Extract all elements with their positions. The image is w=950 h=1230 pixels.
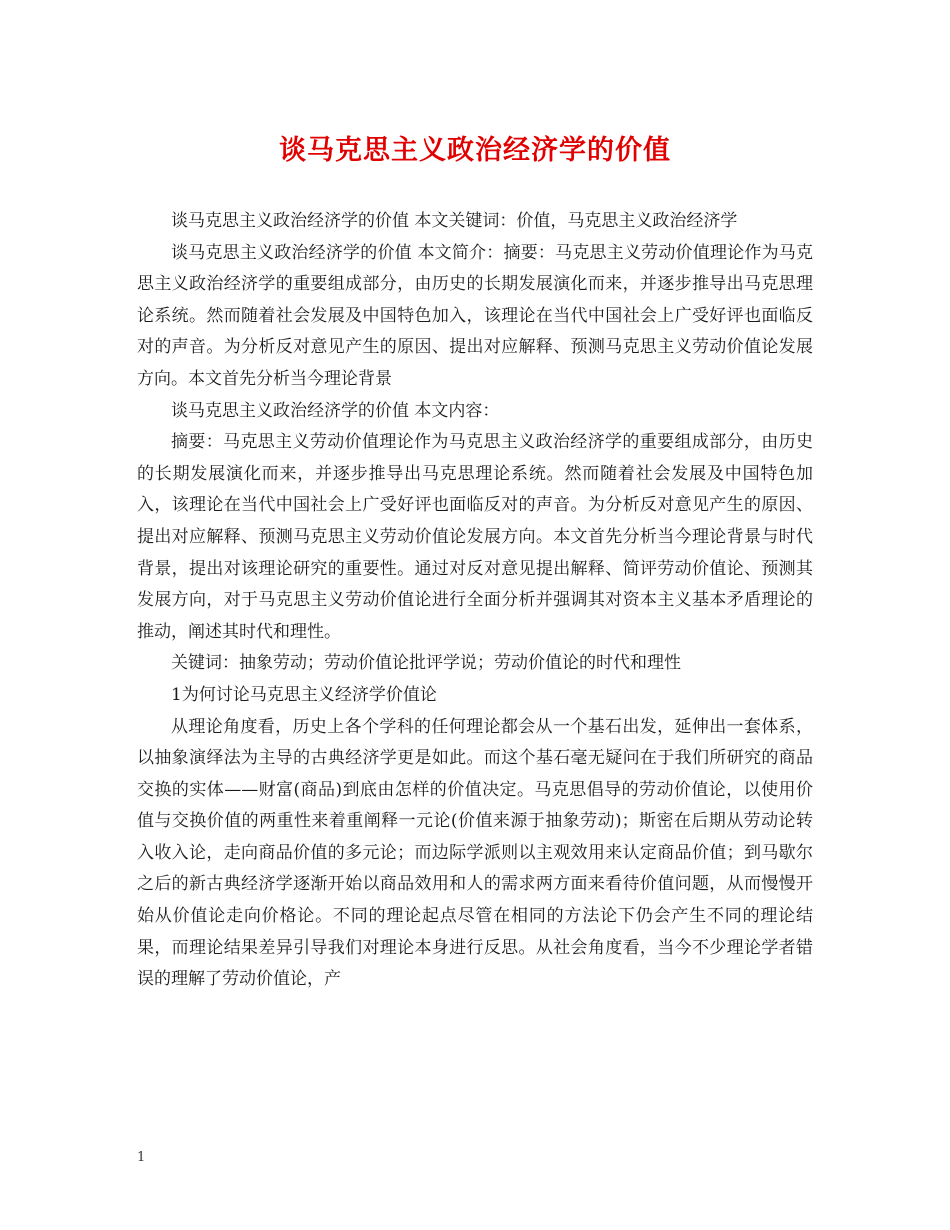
paragraph-content-heading: 谈马克思主义政治经济学的价值 本文内容：	[171, 400, 500, 421]
document-body	[137, 206, 813, 996]
page-number: 1	[137, 1150, 146, 1165]
paragraph-keywords: 谈马克思主义政治经济学的价值 本文关键词：价值，马克思主义政治经济学	[171, 211, 738, 231]
paragraph-section-1: 从理论角度看，历史上各个学科的任何理论都会从一个基石出发，延伸出一套体系，以抽象演绎法为主导的古典经济学更是如此。而这个基石毫无疑问在于我们所研究的商品交换的实体——财富(商品)到底由怎样的价值决定。马克思倡导的劳动价值论，以使用价值与交换价值的两重性来着重阐释一元论(价值来源于抽象劳动)；斯密在后期从劳动论转入收入论，走向商品价值的多元论；而边际学派则以主观效用来认定商品价值；到马歇尔之后的新古典经济学逐渐开始以商品效用和人的需求两方面来看待价值问题，从而慢慢开始从价值论走向价格论。不同的理论起点尽管在相同的方法论下仍会产生不同的理论结果，而理论结果差异引导我们对理论本身进行反思。从社会角度看，当今不少理论学者错误的理解了劳动价值论，产	[137, 716, 813, 990]
paragraph-summary: 谈马克思主义政治经济学的价值 本文简介：摘要：马克思主义劳动价值理论作为马克思主义政治经济学的重要组成部分，由历史的长期发展演化而来，并逐步推导出马克思理论系统。然而随着社会发展及中国特色加入，该理论在当代中国社会上广受好评也面临反对的声音。为分析反对意见产生的原因、提出对应解释、预测马克思主义劳动价值论发展方向。本文首先分析当今理论背景	[137, 242, 813, 389]
section-heading-1: 1为何讨论马克思主义经济学价值论	[171, 684, 437, 705]
paragraph-abstract: 摘要：马克思主义劳动价值理论作为马克思主义政治经济学的重要组成部分，由历史的长期发展演化而来，并逐步推导出马克思理论系统。然而随着社会发展及中国特色加入，该理论在当代中国社会上广受好评也面临反对的声音。为分析反对意见产生的原因、提出对应解释、预测马克思主义劳动价值论发展方向。本文首先分析当今理论背景与时代背景，提出对该理论研究的重要性。通过对反对意见提出解释、简评劳动价值论、预测其发展方向，对于马克思主义劳动价值论进行全面分析并强调其对资本主义基本矛盾理论的推动，阐述其时代和理性。	[137, 432, 813, 642]
document-title: 谈马克思主义政治经济学的价值	[279, 135, 671, 166]
paragraph-abstract-keywords: 关键词：抽象劳动；劳动价值论批评学说；劳动价值论的时代和理性	[171, 653, 681, 674]
